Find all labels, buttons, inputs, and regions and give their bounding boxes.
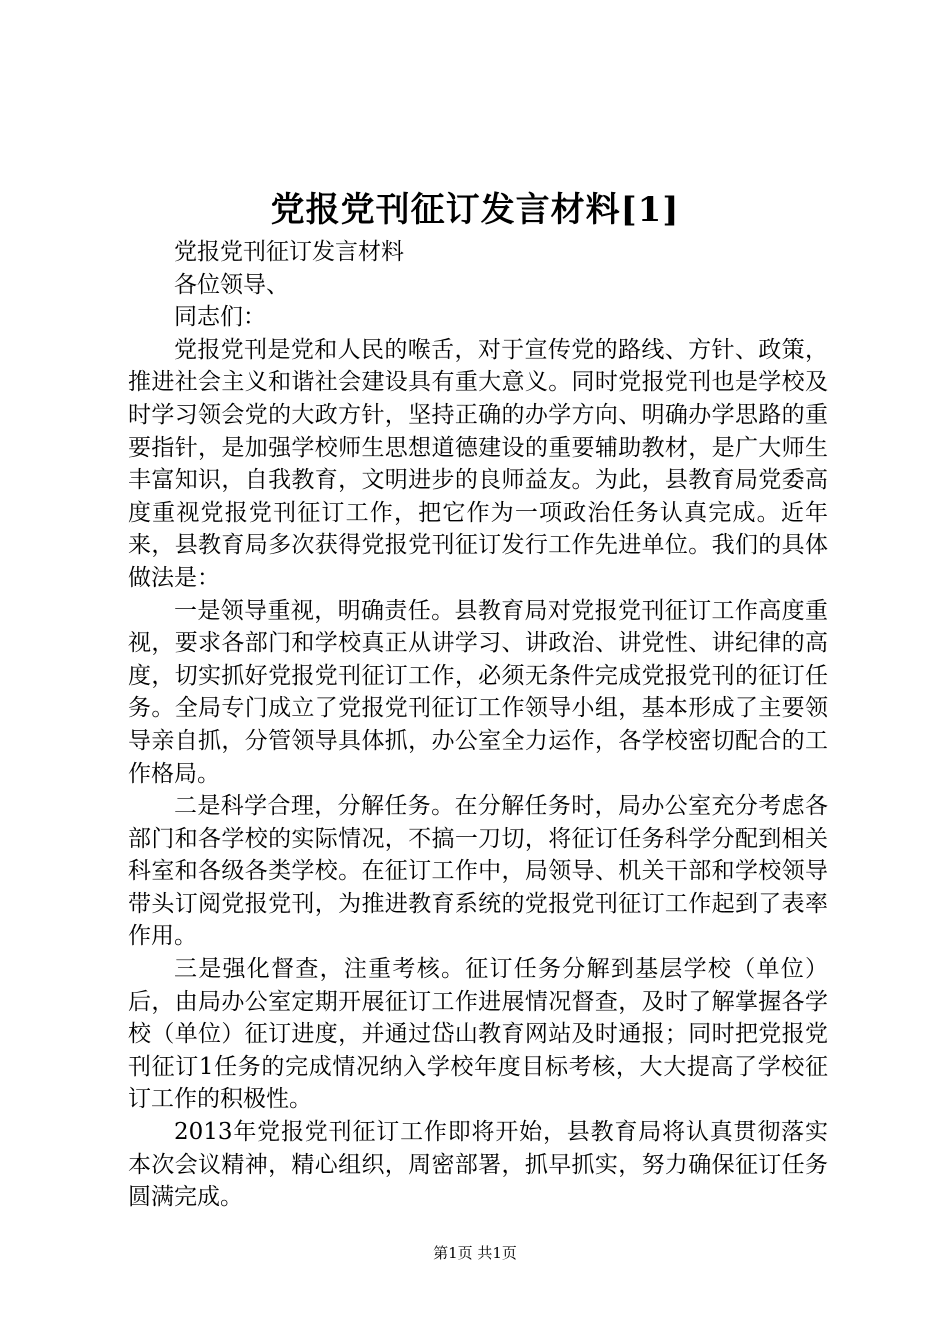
document-title: 党报党刊征订发言材料[1] xyxy=(270,190,680,230)
paragraph-point-2: 二是科学合理，分解任务。在分解任务时，局办公室充分考虑各部门和各学校的实际情况，不搞一刀切，将征订任务科学分配到相关科室和各级各类学校。在征订工作中，局领导、机关干部和学校领导带头订阅党报党刊，为推进教育系统的党报党刊征订工作起到了表率作用。 xyxy=(128,793,828,950)
paragraph-subtitle: 党报党刊征订发言材料 xyxy=(174,239,404,265)
paragraph-intro: 党报党刊是党和人民的喉舌，对于宣传党的路线、方针、政策，推进社会主义和谐社会建设具有重大意义。同时党报党刊也是学校及时学习领会党的大政方针，坚持正确的办学方向、明确办学思路的重要指针，是加强学校师生思想道德建设的重要辅助教材，是广大师生丰富知识，自我教育，文明进步的良师益友。为此，县教育局党委高度重视党报党刊征订工作，把它作为一项政治任务认真完成。近年来，县教育局多次获得党报党刊征订发行工作先进单位。我们的具体做法是： xyxy=(128,336,828,591)
page-footer: 第1页 共1页 xyxy=(433,1244,517,1262)
document-body xyxy=(128,236,828,1214)
paragraph-point-1: 一是领导重视，明确责任。县教育局对党报党刊征订工作高度重视，要求各部门和学校真正从讲学习、讲政治、讲党性、讲纪律的高度，切实抓好党报党刊征订工作，必须无条件完成党报党刊的征订任务。全局专门成立了党报党刊征订工作领导小组，基本形成了主要领导亲自抓，分管领导具体抓，办公室全力运作，各学校密切配合的工作格局。 xyxy=(128,597,828,787)
paragraph-conclusion: 2013年党报党刊征订工作即将开始，县教育局将认真贯彻落实本次会议精神，精心组织，周密部署，抓早抓实，努力确保征订任务圆满完成。 xyxy=(128,1119,828,1211)
paragraph-point-3: 三是强化督查，注重考核。征订任务分解到基层学校（单位）后，由局办公室定期开展征订工作进展情况督查，及时了解掌握各学校（单位）征订进度，并通过岱山教育网站及时通报；同时把党报党刊征订1任务的完成情况纳入学校年度目标考核，大大提高了学校征订工作的积极性。 xyxy=(128,956,828,1113)
paragraph-salutation-1: 各位领导、 xyxy=(174,271,289,298)
paragraph-salutation-2: 同志们： xyxy=(174,304,266,331)
